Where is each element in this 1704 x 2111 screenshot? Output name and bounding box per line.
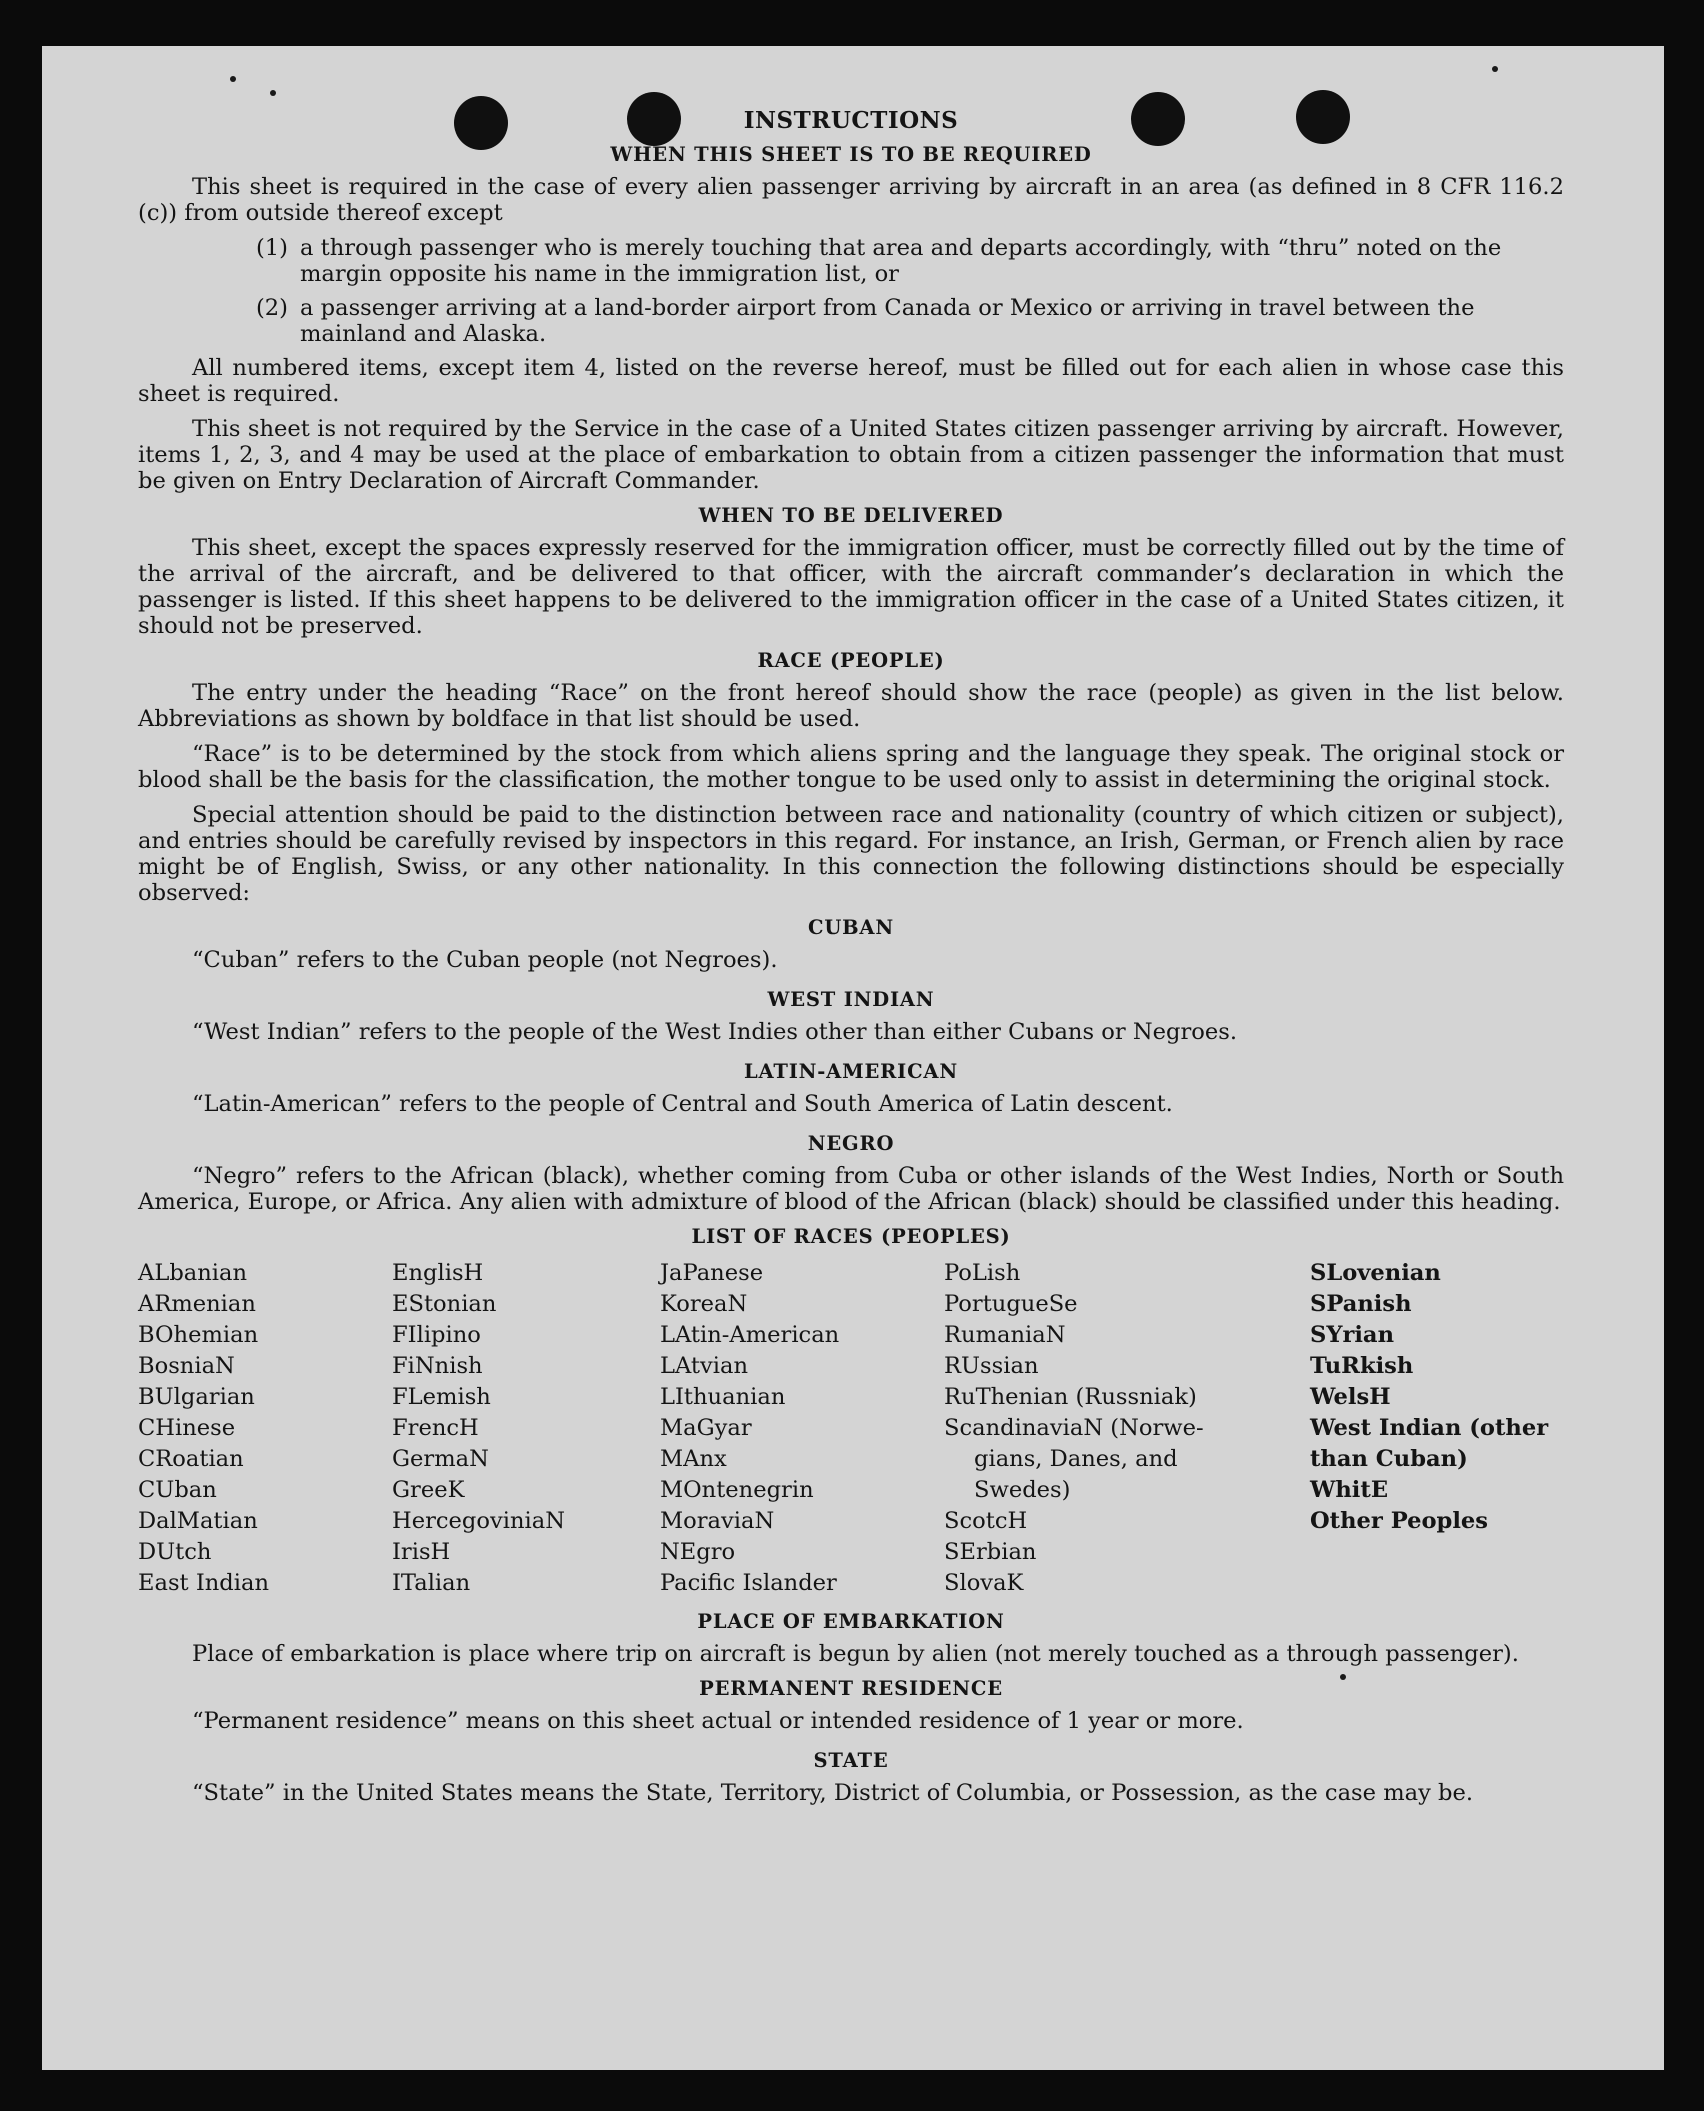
race-entry: CRoatian [138,1446,244,1472]
page-title: INSTRUCTIONS [743,107,959,134]
race-entry: East Indian [138,1570,270,1596]
race-column [138,1258,392,1599]
race-entry: Swedes) [974,1477,1071,1503]
race-entry: GreeK [392,1477,465,1503]
race-entry: ScotcH [944,1508,1028,1534]
negro-text: “Negro” refers to the African (black), whether coming from Cuba or other islands of the West Indies, North or South America, Europe, or Africa. Any alien with admixture of blood of the African (black) should be classified under this heading. [138,1163,1564,1215]
heading-west-indian: WEST INDIAN [767,988,935,1011]
race-entry: MAnx [660,1446,727,1472]
heading-embarkation: PLACE OF EMBARKATION [697,1610,1005,1633]
race-entry: LAtin-American [660,1322,840,1348]
race-entry: SYrian [1310,1322,1394,1348]
heading-race: RACE (PEOPLE) [757,649,945,672]
race-entry: MaGyar [660,1415,752,1441]
heading-when-delivered: WHEN TO BE DELIVERED [698,504,1004,527]
cuban-text: “Cuban” refers to the Cuban people (not Negroes). [192,947,778,973]
speck [270,90,276,96]
race-column [1310,1258,1564,1599]
race-entry: FiNnish [392,1353,483,1379]
race-entry: HercegoviniaN [392,1508,565,1534]
race-entry: BOhemian [138,1322,259,1348]
heading-residence: PERMANENT RESIDENCE [699,1677,1003,1700]
race-entry: JaPanese [660,1260,764,1286]
when-required-para2: All numbered items, except item 4, listed on the reverse hereof, must be filled out for each alien in whose case this sheet is required. [138,355,1564,407]
race-entry: FIlipino [392,1322,481,1348]
race-entry: West Indian (other [1310,1415,1549,1441]
race-entry: LAtvian [660,1353,749,1379]
race-entry: ITalian [392,1570,471,1596]
residence-text: “Permanent residence” means on this sheet actual or intended residence of 1 year or more. [192,1708,1244,1734]
item-number: (1) [255,235,288,261]
race-column [392,1258,660,1599]
race-entry: CUban [138,1477,217,1503]
when-delivered-text: This sheet, except the spaces expressly reserved for the immigration officer, must be correctly filled out by the time of the arrival of the aircraft, and be delivered to that officer, with the aircraft commander’s declaration in which the passenger is listed. If this sheet happens to be delivered to the immigration officer in the case of a United States citizen, it should not be preserved. [138,535,1564,639]
race-entry: KoreaN [660,1291,748,1317]
exception-item [138,235,1564,287]
race-entry: FrencH [392,1415,479,1441]
race-entry: BosniaN [138,1353,235,1379]
latin-american-text: “Latin-American” refers to the people of Central and South America of Latin descent. [192,1091,1173,1117]
race-entry: WhitE [1310,1477,1389,1503]
when-required-intro: This sheet is required in the case of every alien passenger arriving by aircraft in an area (as defined in 8 CFR 116.2 (c)) from outside thereof except [138,174,1564,226]
exception-item [138,295,1564,347]
speck [1492,66,1498,72]
race-entry: RUssian [944,1353,1039,1379]
race-para3: Special attention should be paid to the distinction between race and nationality (country of which citizen or subject), and entries should be carefully revised by inspectors in this regard. For instance, an Irish, German, or French alien by race might be of English, Swiss, or any other nationality. In this connection the following distinctions should be especially observed: [138,802,1564,906]
heading-when-required: WHEN THIS SHEET IS TO BE REQUIRED [610,143,1092,166]
race-entry: DUtch [138,1539,212,1565]
instructions-content [138,108,1564,1815]
race-entry: gians, Danes, and [974,1446,1178,1472]
race-entry: TuRkish [1310,1353,1414,1379]
heading-list-of-races: LIST OF RACES (PEOPLES) [691,1225,1011,1248]
race-para1: The entry under the heading “Race” on the front hereof should show the race (people) as given in the list below. Abbreviations as shown by boldface in that list should be used. [138,680,1564,732]
race-entry: SErbian [944,1539,1037,1565]
race-entry: MoraviaN [660,1508,775,1534]
race-list [138,1258,1564,1599]
item-text: a passenger arriving at a land-border airport from Canada or Mexico or arriving in travel between the mainland and Alaska. [300,295,1475,347]
item-number: (2) [255,295,288,321]
race-entry: PoLish [944,1260,1021,1286]
race-entry: DalMatian [138,1508,258,1534]
race-entry: SPanish [1310,1291,1412,1317]
race-entry: CHinese [138,1415,236,1441]
when-required-para3: This sheet is not required by the Service in the case of a United States citizen passenger arriving by aircraft. However, items 1, 2, 3, and 4 may be used at the place of embarkation to obtain from a citizen passenger the information that must be given on Entry Declaration of Aircraft Commander. [138,416,1564,494]
race-entry: IrisH [392,1539,451,1565]
embarkation-text: Place of embarkation is place where trip on aircraft is begun by alien (not merely touched as a through passenger). [192,1641,1519,1667]
race-entry: FLemish [392,1384,491,1410]
race-entry: RuThenian (Russniak) [944,1384,1197,1410]
race-entry: SlovaK [944,1570,1024,1596]
race-entry: ALbanian [138,1260,248,1286]
speck [230,76,236,82]
heading-state: STATE [813,1749,889,1772]
heading-negro: NEGRO [807,1132,895,1155]
race-entry: WelsH [1310,1384,1391,1410]
race-entry: EnglisH [392,1260,484,1286]
race-entry: SLovenian [1310,1260,1441,1286]
race-entry: RumaniaN [944,1322,1066,1348]
race-entry: ARmenian [138,1291,256,1317]
document-page [42,46,1664,2070]
west-indian-text: “West Indian” refers to the people of the West Indies other than either Cubans or Negroes. [192,1019,1238,1045]
race-column [944,1258,1310,1599]
race-entry: Other Peoples [1310,1508,1488,1534]
race-para2: “Race” is to be determined by the stock from which aliens spring and the language they speak. The original stock or blood shall be the basis for the classification, the mother tongue to be used only to assist in determining the original stock. [138,741,1564,793]
race-entry: EStonian [392,1291,497,1317]
race-entry: GermaN [392,1446,489,1472]
race-entry: ScandinaviaN (Norwe- [944,1415,1204,1441]
race-entry: LIthuanian [660,1384,786,1410]
heading-cuban: CUBAN [808,916,894,939]
state-text: “State” in the United States means the State, Territory, District of Columbia, or Possession, as the case may be. [192,1780,1474,1806]
race-entry: BUlgarian [138,1384,255,1410]
heading-latin-american: LATIN-AMERICAN [744,1060,958,1083]
race-column [660,1258,944,1599]
race-entry: NEgro [660,1539,736,1565]
race-entry: MOntenegrin [660,1477,814,1503]
race-entry: than Cuban) [1310,1446,1468,1472]
item-text: a through passenger who is merely touching that area and departs accordingly, with “thru” noted on the margin opposite his name in the immigration list, or [300,235,1502,287]
race-entry: PortugueSe [944,1291,1078,1317]
race-entry: Pacific Islander [660,1570,837,1596]
